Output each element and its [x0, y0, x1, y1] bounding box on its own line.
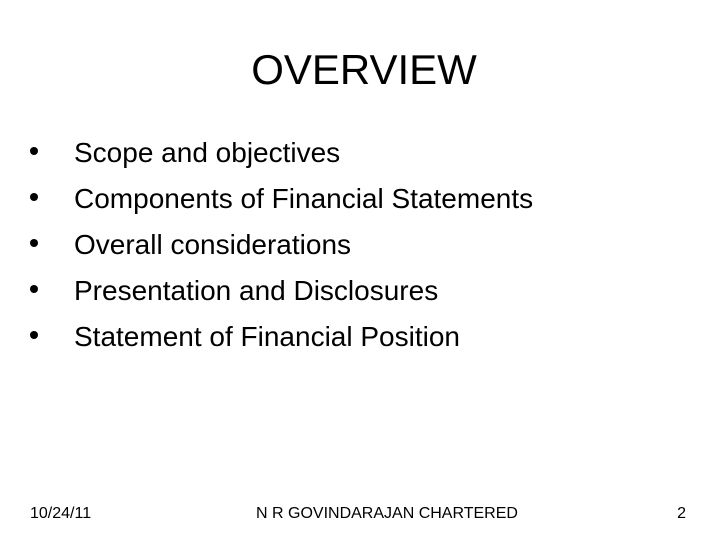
slide-title: OVERVIEW [251, 46, 477, 93]
bullet-text: Overall considerations [74, 229, 352, 260]
bullet-item [30, 134, 533, 180]
bullet-item [30, 226, 533, 272]
bullet-list [30, 134, 533, 364]
bullet-dot-icon [30, 285, 38, 293]
footer-text: N R GOVINDARAJAN CHARTERED [256, 505, 518, 522]
bullet-dot-icon [30, 239, 38, 247]
footer-date: 10/24/11 [30, 505, 92, 522]
page-number: 2 [677, 505, 686, 522]
bullet-dot-icon [30, 331, 38, 339]
bullet-dot-icon [30, 193, 38, 201]
bullet-item [30, 318, 533, 364]
bullet-text: Components of Financial Statements [74, 183, 534, 214]
bullet-text: Scope and objectives [74, 137, 341, 168]
bullet-item [30, 272, 533, 318]
bullet-text: Presentation and Disclosures [74, 275, 439, 306]
bullet-text: Statement of Financial Position [74, 321, 460, 352]
bullet-item [30, 180, 533, 226]
bullet-dot-icon [30, 147, 38, 155]
